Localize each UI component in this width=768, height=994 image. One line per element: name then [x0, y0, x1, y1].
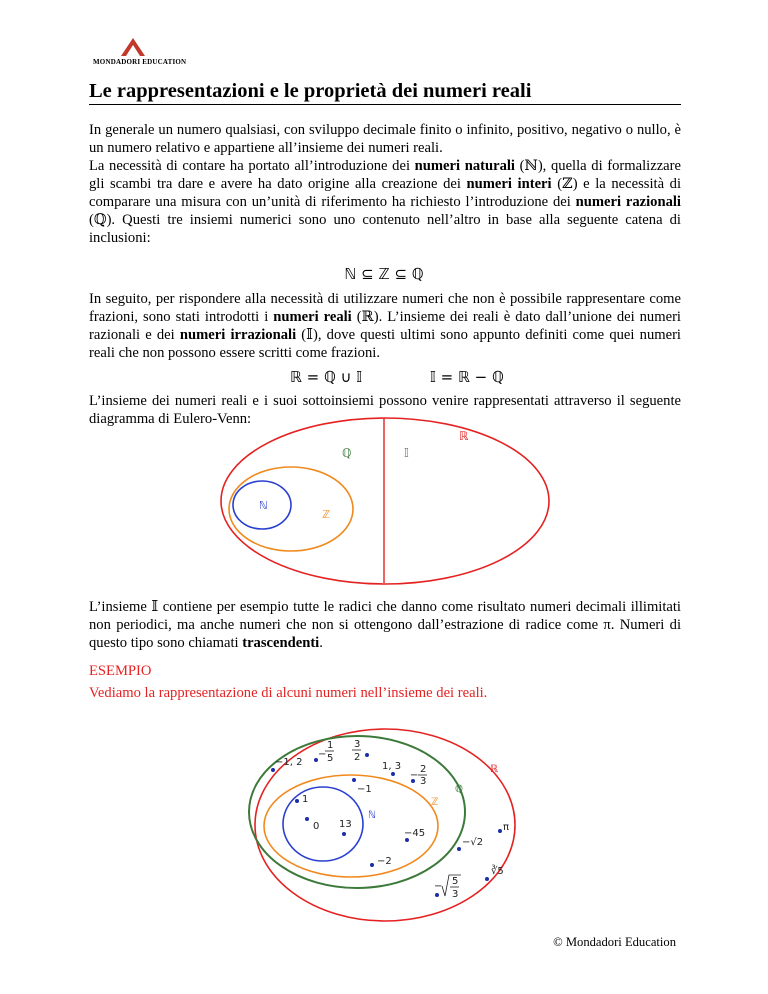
example-text: Vediamo la rappresentazione di alcuni numeri nell’insieme dei reali. — [89, 685, 488, 701]
difference-formula: 𝕀 = ℝ − ℚ — [430, 368, 504, 386]
num-m45: −45 — [404, 828, 426, 839]
example-label-R: ℝ — [490, 764, 498, 775]
sqrt-53-sign: − — [434, 881, 443, 892]
frac-m2-3-sign: − — [410, 770, 419, 781]
page-title: Le rappresentazioni e le proprietà dei numeri reali — [89, 80, 532, 102]
union-formula: ℝ = ℚ ∪ 𝕀 — [290, 368, 363, 386]
num-cbrt5: ∛5 — [491, 866, 504, 877]
example-label-Z: ℤ — [431, 797, 439, 808]
point-pi — [498, 829, 502, 833]
paragraph-reals: In seguito, per rispondere alla necessità di utilizzare numeri che non è possibile rappresentare come frazioni, sono stati introdotti i numeri reali (ℝ). L’insieme dei reali è dato dall’unione dei numeri razionali e dei numeri irrazionali (𝕀), dove questi ultimi sono appunto definiti come quei numeri reali che non possono essere scritti come frazioni. — [89, 291, 681, 361]
point-cbrt5 — [485, 877, 489, 881]
point-13-dec — [391, 772, 395, 776]
num-m12: −1, 2 — [275, 757, 303, 768]
point-m1 — [352, 778, 356, 782]
point-13 — [342, 832, 346, 836]
example-heading: ESEMPIO — [89, 663, 152, 679]
frac-3-2-den: 2 — [354, 752, 361, 763]
label-R: ℝ — [459, 429, 469, 443]
logo-text: MONDADORI EDUCATION — [93, 58, 187, 66]
frac-3-2-num: 3 — [354, 739, 361, 750]
example-label-N: ℕ — [368, 810, 377, 821]
label-Q: ℚ — [342, 446, 352, 460]
point-3-2 — [365, 753, 369, 757]
label-Z: ℤ — [322, 508, 331, 521]
frac-m1-5-sign: − — [318, 749, 327, 760]
num-pi: π — [503, 822, 510, 833]
num-m2: −2 — [377, 856, 392, 867]
footer-copyright: © Mondadori Education — [553, 935, 676, 949]
num-13: 13 — [339, 819, 352, 830]
num-1-3: 1, 3 — [382, 761, 402, 772]
num-m1: −1 — [357, 784, 372, 795]
label-I: 𝕀 — [404, 446, 409, 460]
point-0 — [305, 817, 309, 821]
num-msqrt2: −√2 — [462, 837, 484, 848]
num-0: 0 — [313, 821, 320, 832]
inclusion-chain-formula: ℕ ⊆ ℤ ⊆ ℚ — [344, 265, 424, 283]
point-m12 — [271, 768, 275, 772]
label-N: ℕ — [259, 499, 268, 512]
frac-m2-3-num: 2 — [420, 764, 427, 775]
paragraph-intro: In generale un numero qualsiasi, con sviluppo decimale finito o infinito, positivo, negativo o nullo, è un numero relativo e appartiene all’insieme dei numeri reali. — [89, 122, 681, 156]
point-msqrt2 — [457, 847, 461, 851]
frac-m2-3-den: 3 — [420, 776, 427, 787]
num-1: 1 — [302, 794, 309, 805]
number-points — [271, 753, 502, 897]
point-msqrt53 — [435, 893, 439, 897]
frac-m1-5-num: 1 — [327, 740, 334, 751]
frac-m1-5-den: 5 — [327, 753, 334, 764]
point-m2 — [370, 863, 374, 867]
sqrt-53-num: 5 — [452, 876, 459, 887]
example-label-Q: ℚ — [455, 784, 463, 795]
sqrt-53-den: 3 — [452, 889, 459, 900]
point-1 — [295, 799, 299, 803]
paragraph-sets: La necessità di contare ha portato all’introduzione dei numeri naturali (ℕ), quella di formalizzare gli scambi tra dare e avere ha dato origine alla creazione dei numeri interi (ℤ) e la necessità di comparare una misura con un’unità di riferimento ha richiesto l’introduzione dei numeri razionali (ℚ). Questi tre insiemi numerici sono uno contenuto nell’altro in base alla seguente catena di inclusioni: — [89, 158, 682, 246]
paragraph-diagram-intro: L’insieme dei numeri reali e i suoi sottoinsiemi possono venire rappresentati attraverso il seguente diagramma di Eulero-Venn: — [89, 393, 681, 427]
paragraph-transcendental: L’insieme 𝕀 contiene per esempio tutte le radici che danno come risultato numeri decimali illimitati non periodici, ma anche numeri che non si ottengono dall’estrazione di radice come π. Numeri di questo tipo sono chiamati trascendenti. — [89, 599, 681, 651]
